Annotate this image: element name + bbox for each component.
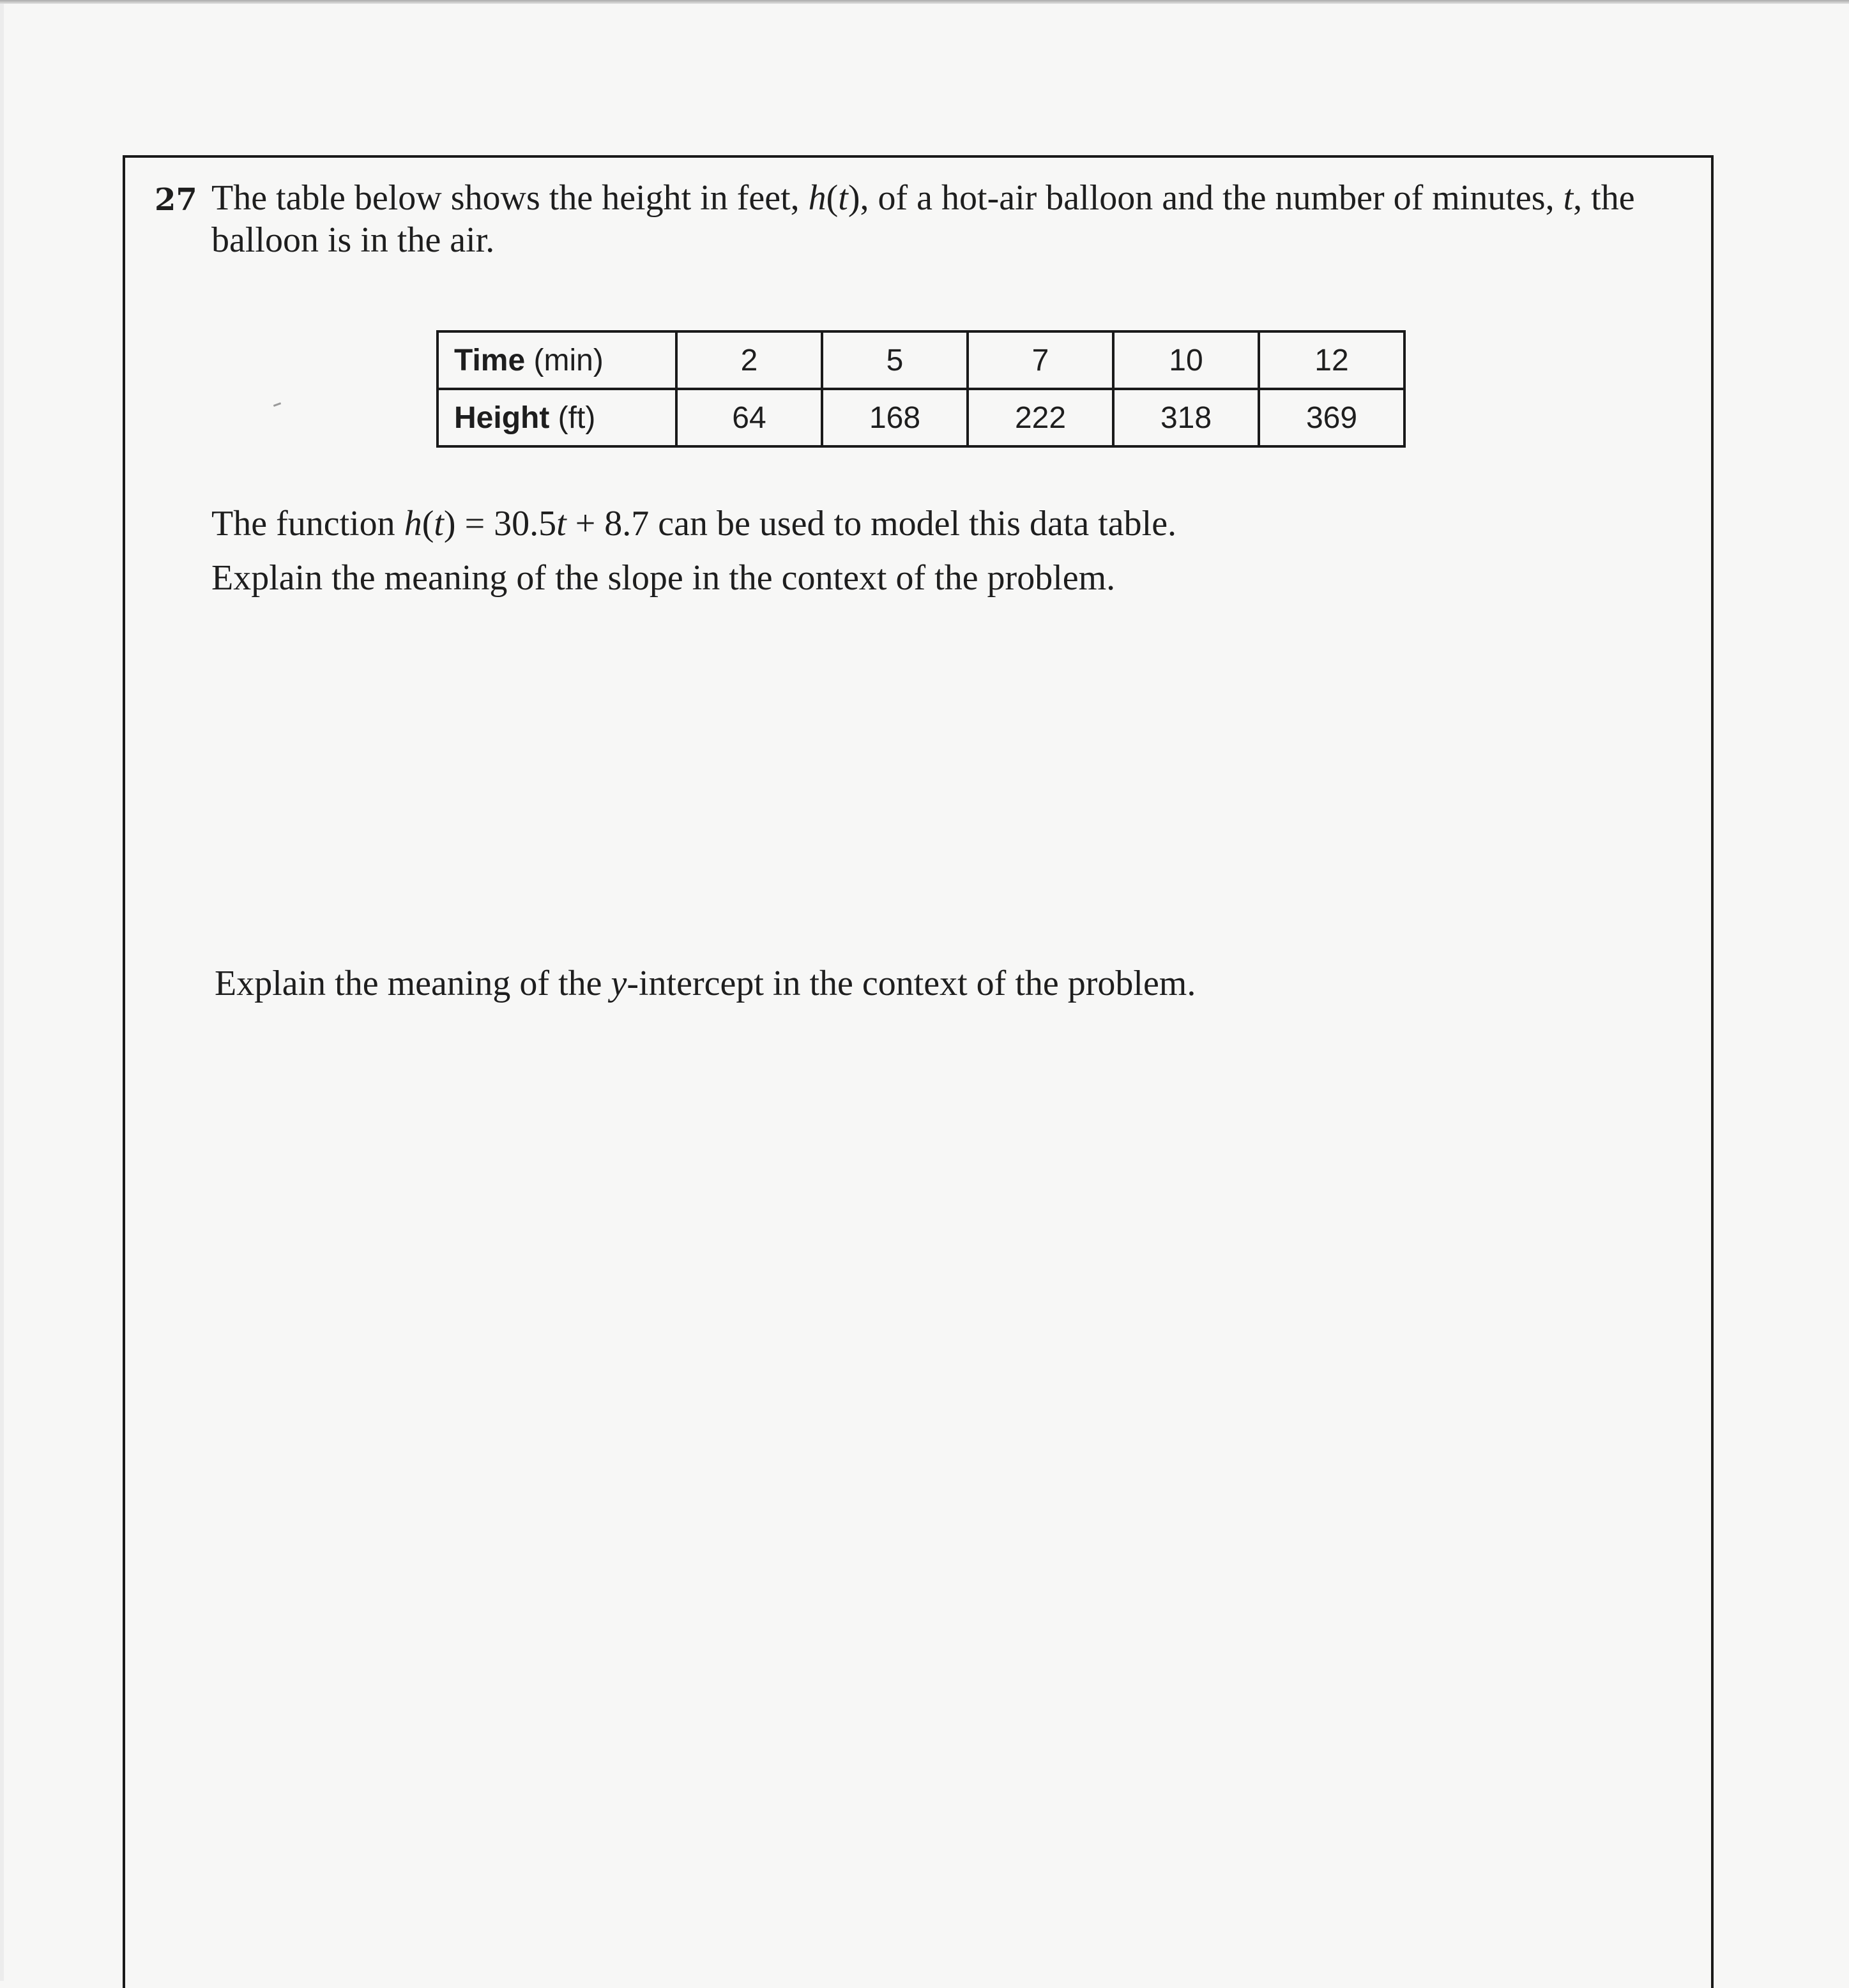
scan-left-shadow [0,4,4,1981]
slope-prompt: Explain the meaning of the slope in the context of the problem. [211,558,1116,598]
question-intro [211,177,1693,261]
row-header-time [438,331,676,389]
table-cell: 168 [822,389,968,446]
row-header-time-unit: (min) [525,343,604,377]
function-statement [211,503,1680,545]
intro-paren-open: ( [826,178,839,218]
row-header-height-unit: (ft) [549,400,596,435]
intro-paren-close: ) [848,178,860,218]
row-header-height [438,389,676,446]
yint-y: y [611,964,627,1003]
table-row-height [438,389,1404,446]
intro-text-1: The table below shows the height in feet, [211,178,809,218]
table-cell: 222 [968,389,1113,446]
intro-text-3: , the balloon is in the air. [211,178,1635,260]
table-cell: 7 [968,331,1113,389]
table-cell: 2 [676,331,822,389]
scan-top-edge [0,0,1849,4]
question-box [123,155,1714,1988]
table-cell: 369 [1259,389,1404,446]
question-number: 27 [155,182,197,218]
yint-text-2: -intercept in the context of the problem. [627,964,1196,1003]
row-header-time-bold: Time [454,343,526,377]
data-table [436,330,1406,448]
table-row-time [438,331,1404,389]
function-h: h [404,504,422,543]
function-text-rest: + 8.7 can be used to model this data table. [566,504,1177,543]
table-cell: 5 [822,331,968,389]
y-intercept-prompt [215,962,1684,1005]
intro-text-2: , of a hot-air balloon and the number of minutes, [860,178,1564,218]
row-header-height-bold: Height [454,400,550,435]
function-t-2: t [556,504,567,543]
intro-t-2: t [1563,178,1574,218]
table-cell: 318 [1113,389,1259,446]
intro-h: h [808,178,826,218]
table-cell: 64 [676,389,822,446]
yint-text-1: Explain the meaning of the [215,964,611,1003]
function-text-1: The function [211,504,404,543]
intro-t: t [838,178,848,218]
table-cell: 12 [1259,331,1404,389]
function-paren-close: ) [443,504,456,543]
table-cell: 10 [1113,331,1259,389]
function-equals: = 30.5 [455,504,557,543]
function-paren-open: ( [422,504,434,543]
function-t: t [434,504,444,543]
